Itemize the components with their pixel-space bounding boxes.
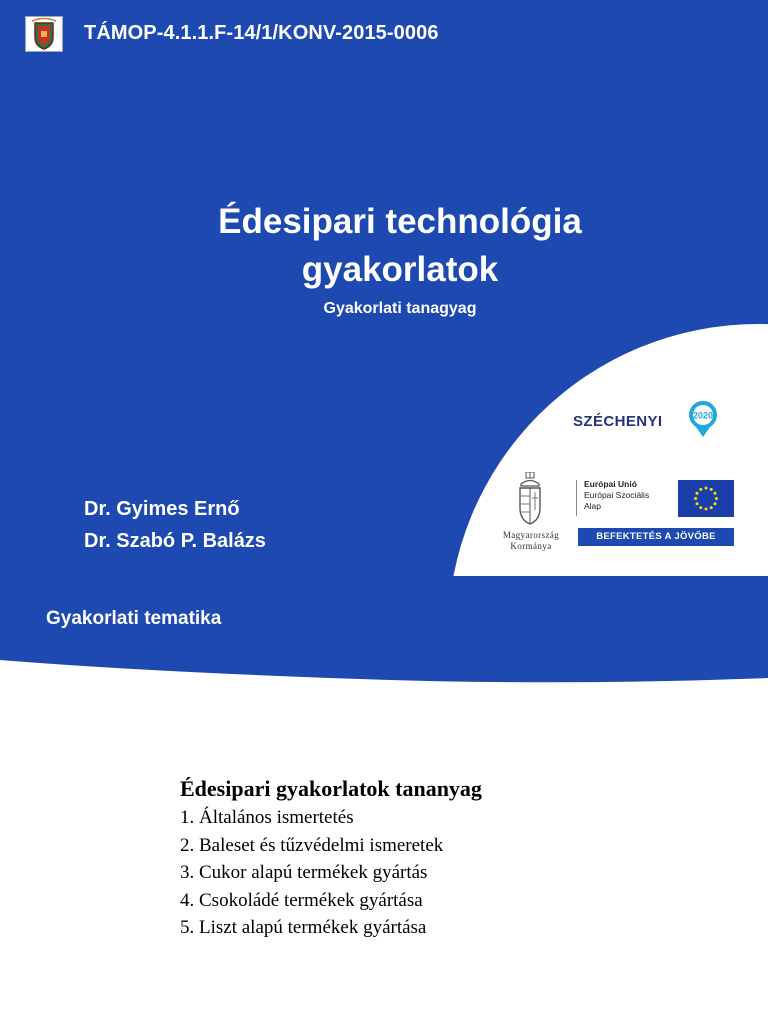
presentation-subtitle: Gyakorlati tanagyag (323, 300, 477, 317)
contents-heading: Édesipari gyakorlatok tananyag (180, 776, 482, 801)
investment-slogan: BEFEKTETÉS A JÖVŐBE (578, 528, 734, 546)
government-label (488, 530, 574, 552)
government-label-line: Magyarország (502, 530, 560, 540)
eu-flag-icon (678, 480, 734, 517)
eu-label-line: Alap (584, 501, 602, 511)
list-item: 5. Liszt alapú termékek gyártása (180, 917, 427, 938)
szechenyi-2020-pin-icon (682, 397, 724, 439)
eu-label-line: Európai Szociális (584, 490, 650, 500)
slide-title: Gyakorlati tematika (46, 608, 222, 629)
title-line-1: Édesipari technológia (218, 202, 582, 241)
author-list (84, 493, 266, 557)
szechenyi-year: 2020 (692, 410, 714, 421)
list-item: 1. Általános ismertetés (180, 807, 354, 828)
slide-header-banner (0, 576, 768, 686)
presentation-title (0, 198, 768, 294)
szechenyi-logo-text: SZÉCHENYI (573, 413, 663, 430)
list-item: 3. Cukor alapú termékek gyártás (180, 862, 428, 883)
contents-list (180, 804, 482, 942)
government-label-line: Kormánya (510, 541, 552, 551)
author-name: Dr. Szabó P. Balázs (84, 530, 266, 552)
course-contents (180, 774, 482, 942)
title-line-2: gyakorlatok (301, 250, 499, 289)
eu-label-line: Európai Unió (584, 479, 637, 489)
project-code: TÁMOP-4.1.1.F-14/1/KONV-2015-0006 (84, 22, 439, 44)
eu-fund-label (584, 479, 649, 512)
divider (576, 480, 577, 516)
institution-crest-icon (25, 16, 63, 52)
list-item: 2. Baleset és tűzvédelmi ismeretek (180, 834, 444, 856)
content-slide (0, 576, 768, 1024)
list-item: 4. Csokoládé termékek gyártása (180, 889, 423, 911)
hungarian-coat-of-arms-icon (515, 472, 545, 528)
author-name: Dr. Gyimes Ernő (84, 498, 240, 520)
